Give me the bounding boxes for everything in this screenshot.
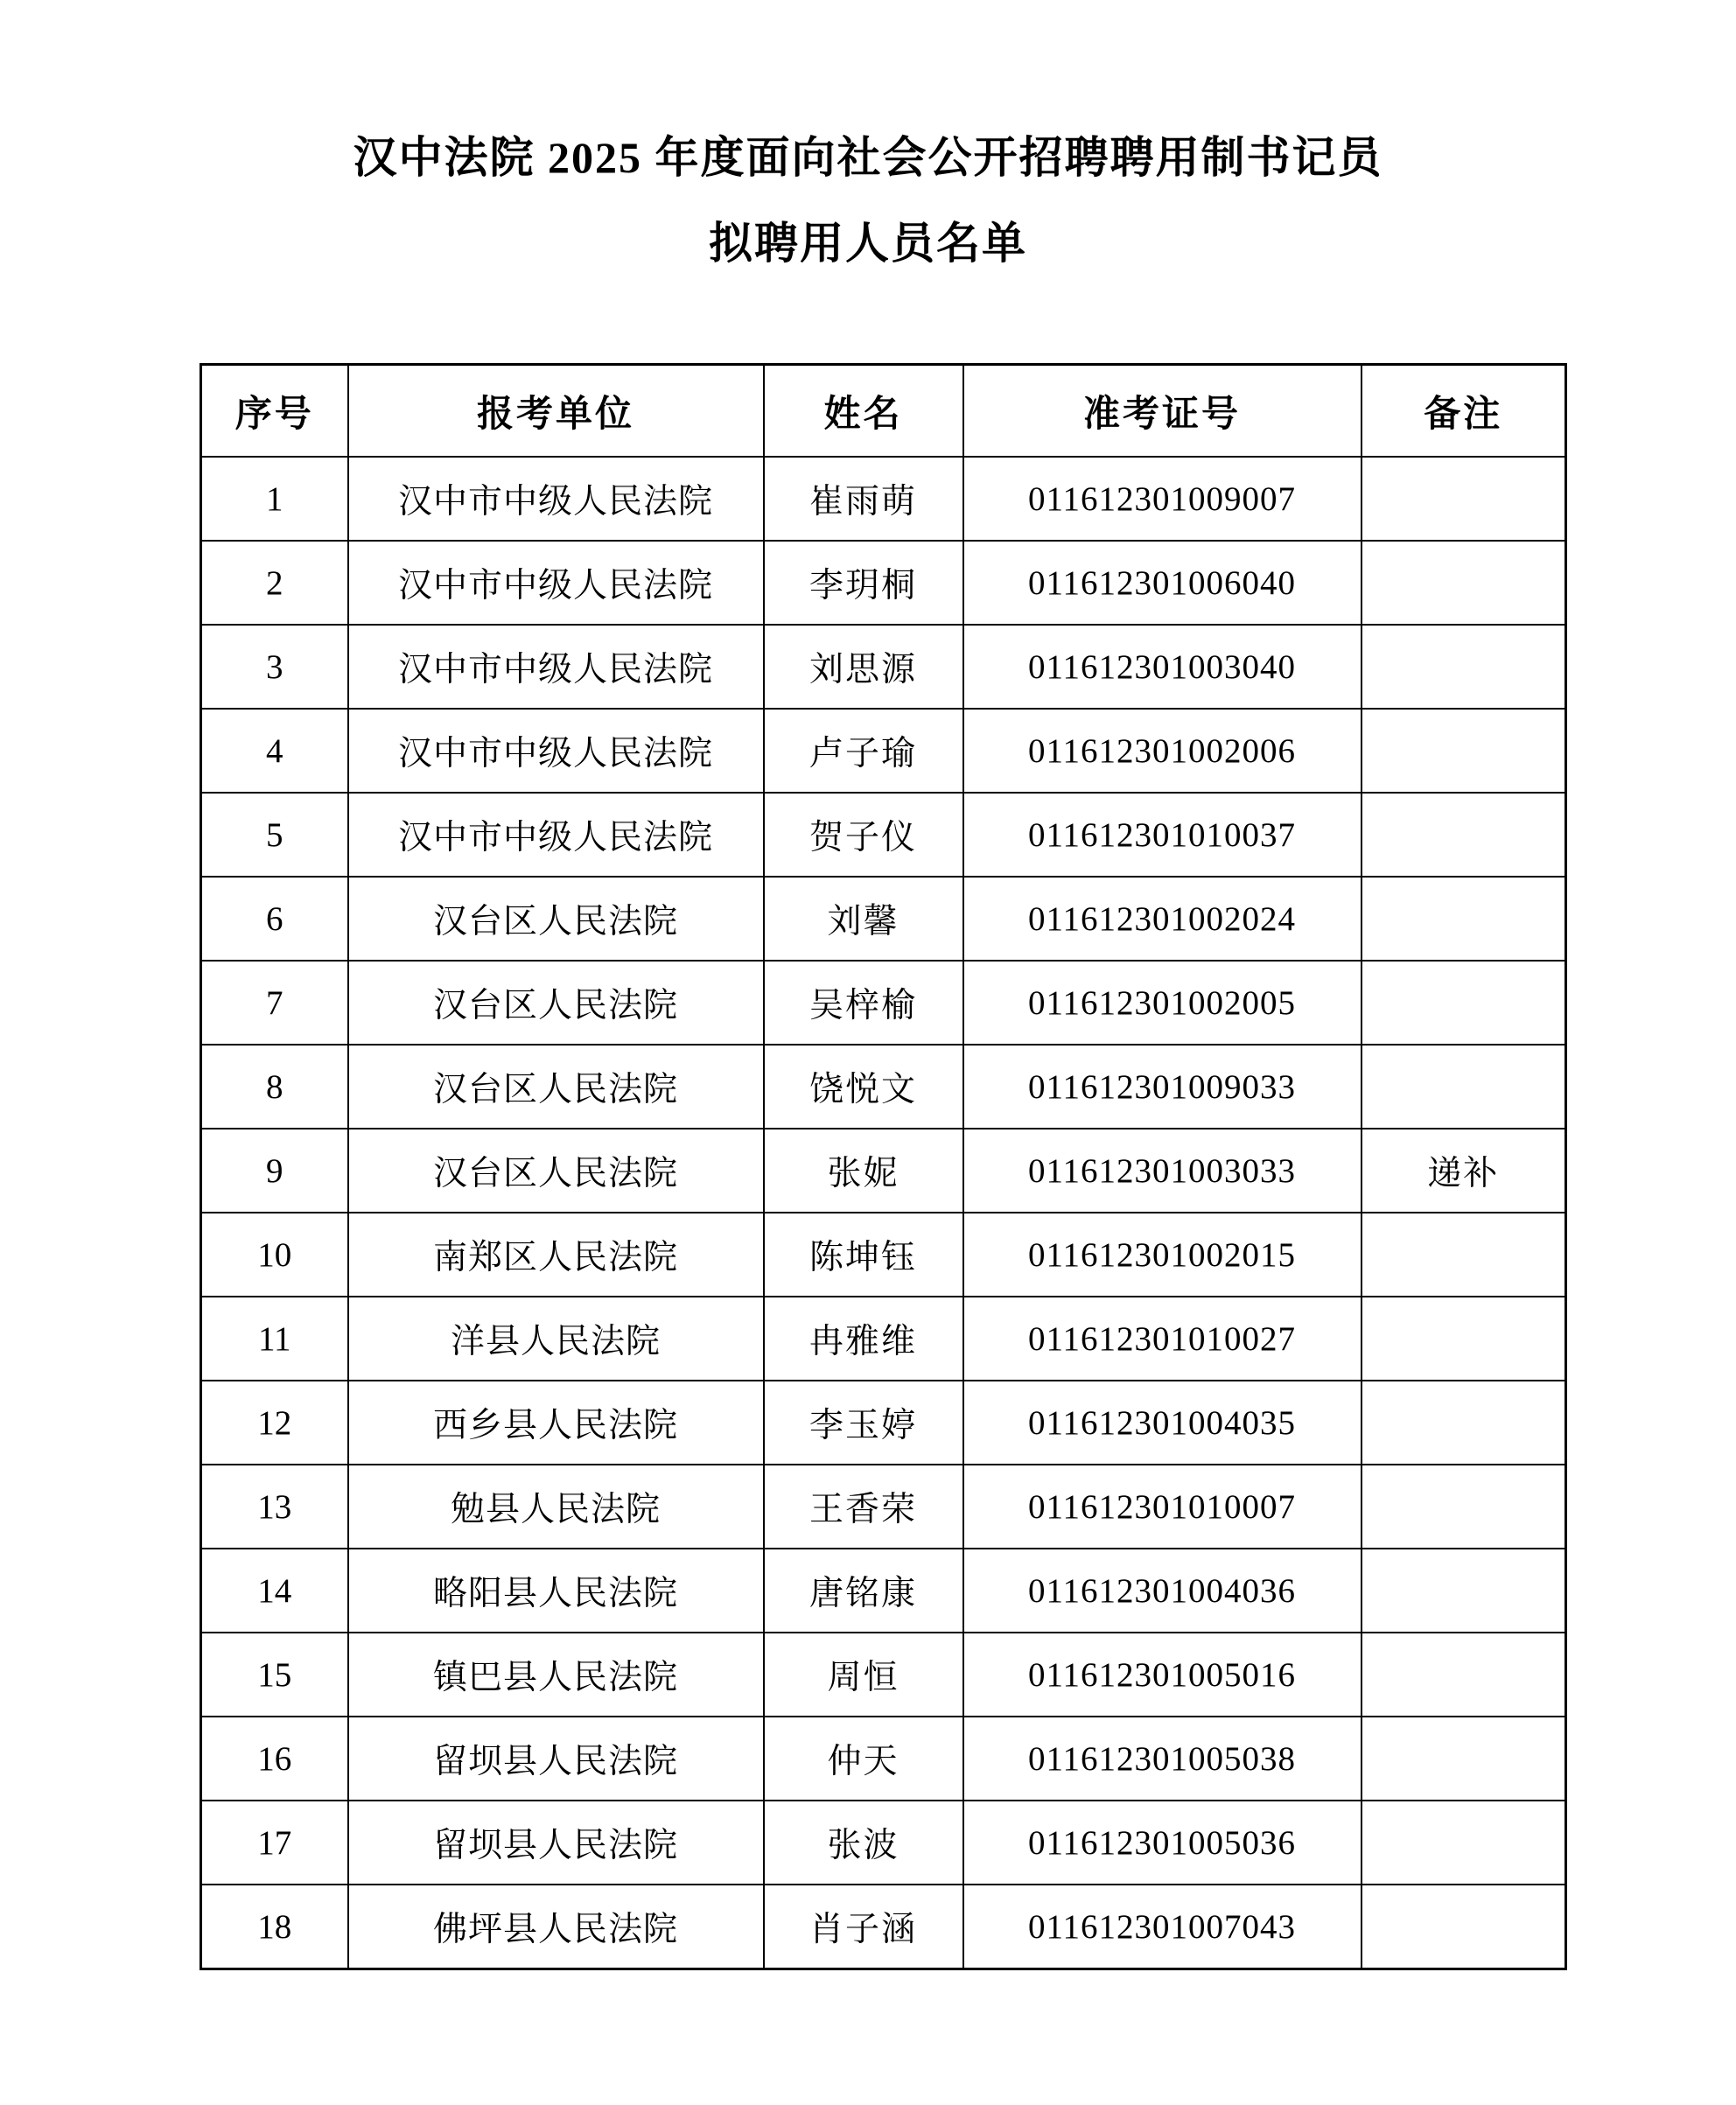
header-cell-remark: 备注 [1362, 365, 1566, 458]
cell-name: 李玉婷 [764, 1381, 963, 1465]
cell-ticket: 011612301005016 [963, 1633, 1362, 1717]
cell-remark [1362, 1801, 1566, 1885]
cell-name: 李玥桐 [764, 541, 963, 625]
cell-remark [1362, 1297, 1566, 1381]
cell-ticket: 011612301010037 [963, 793, 1362, 877]
cell-name: 卢子瑜 [764, 709, 963, 793]
header-row [201, 365, 1566, 458]
cell-name: 张波 [764, 1801, 963, 1885]
cell-no: 8 [201, 1045, 348, 1129]
cell-ticket: 011612301006040 [963, 541, 1362, 625]
roster-table [200, 363, 1567, 1970]
cell-unit: 佛坪县人民法院 [348, 1885, 764, 1969]
cell-remark [1362, 625, 1566, 709]
cell-unit: 勉县人民法院 [348, 1465, 764, 1549]
cell-no: 4 [201, 709, 348, 793]
cell-name: 陈坤钰 [764, 1213, 963, 1297]
cell-ticket: 011612301002015 [963, 1213, 1362, 1297]
cell-ticket: 011612301002005 [963, 961, 1362, 1045]
cell-no: 14 [201, 1549, 348, 1633]
cell-ticket: 011612301003033 [963, 1129, 1362, 1213]
cell-ticket: 011612301003040 [963, 625, 1362, 709]
cell-remark: 递补 [1362, 1129, 1566, 1213]
cell-name: 仲天 [764, 1717, 963, 1801]
cell-name: 饶悦文 [764, 1045, 963, 1129]
cell-no: 6 [201, 877, 348, 961]
roster-table-body [201, 457, 1566, 1969]
cell-name: 周恒 [764, 1633, 963, 1717]
cell-no: 10 [201, 1213, 348, 1297]
cell-unit: 汉台区人民法院 [348, 877, 764, 961]
table-row [201, 709, 1566, 793]
cell-no: 17 [201, 1801, 348, 1885]
cell-name: 刘馨 [764, 877, 963, 961]
table-row [201, 1129, 1566, 1213]
header-cell-ticket: 准考证号 [963, 365, 1362, 458]
table-row [201, 1297, 1566, 1381]
cell-unit: 汉台区人民法院 [348, 1045, 764, 1129]
cell-ticket: 011612301009007 [963, 457, 1362, 541]
cell-remark [1362, 709, 1566, 793]
cell-name: 崔雨萌 [764, 457, 963, 541]
table-row [201, 877, 1566, 961]
cell-ticket: 011612301004036 [963, 1549, 1362, 1633]
cell-unit: 汉中市中级人民法院 [348, 625, 764, 709]
cell-no: 13 [201, 1465, 348, 1549]
cell-unit: 汉中市中级人民法院 [348, 457, 764, 541]
cell-remark [1362, 457, 1566, 541]
cell-ticket: 011612301010007 [963, 1465, 1362, 1549]
cell-remark [1362, 877, 1566, 961]
cell-ticket: 011612301010027 [963, 1297, 1362, 1381]
table-row [201, 1885, 1566, 1969]
cell-remark [1362, 1045, 1566, 1129]
cell-unit: 南郑区人民法院 [348, 1213, 764, 1297]
cell-name: 吴梓榆 [764, 961, 963, 1045]
cell-ticket: 011612301002024 [963, 877, 1362, 961]
cell-unit: 汉中市中级人民法院 [348, 541, 764, 625]
cell-name: 张妮 [764, 1129, 963, 1213]
cell-unit: 汉中市中级人民法院 [348, 709, 764, 793]
cell-unit: 汉台区人民法院 [348, 961, 764, 1045]
table-row [201, 1381, 1566, 1465]
cell-unit: 留坝县人民法院 [348, 1801, 764, 1885]
document-title-line2: 拟聘用人员名单 [709, 219, 1027, 268]
table-row [201, 457, 1566, 541]
cell-no: 3 [201, 625, 348, 709]
table-row [201, 793, 1566, 877]
cell-name: 唐铭康 [764, 1549, 963, 1633]
cell-unit: 西乡县人民法院 [348, 1381, 764, 1465]
table-row [201, 1213, 1566, 1297]
cell-no: 1 [201, 457, 348, 541]
cell-remark [1362, 541, 1566, 625]
cell-remark [1362, 961, 1566, 1045]
table-row [201, 1549, 1566, 1633]
cell-no: 5 [201, 793, 348, 877]
cell-ticket: 011612301007043 [963, 1885, 1362, 1969]
cell-no: 18 [201, 1885, 348, 1969]
cell-no: 9 [201, 1129, 348, 1213]
table-row [201, 1633, 1566, 1717]
header-cell-unit: 报考单位 [348, 365, 764, 458]
cell-name: 刘思源 [764, 625, 963, 709]
table-row [201, 1801, 1566, 1885]
cell-no: 12 [201, 1381, 348, 1465]
cell-name: 贺子仪 [764, 793, 963, 877]
cell-unit: 汉台区人民法院 [348, 1129, 764, 1213]
table-row [201, 1465, 1566, 1549]
cell-unit: 洋县人民法院 [348, 1297, 764, 1381]
cell-unit: 略阳县人民法院 [348, 1549, 764, 1633]
roster-table-header [201, 365, 1566, 458]
cell-no: 16 [201, 1717, 348, 1801]
table-row [201, 1045, 1566, 1129]
table-row [201, 625, 1566, 709]
document-title-line1: 汉中法院 2025 年度面向社会公开招聘聘用制书记员 [353, 133, 1383, 182]
cell-ticket: 011612301002006 [963, 709, 1362, 793]
cell-unit: 汉中市中级人民法院 [348, 793, 764, 877]
cell-remark [1362, 793, 1566, 877]
cell-no: 2 [201, 541, 348, 625]
table-row [201, 541, 1566, 625]
cell-name: 王香荣 [764, 1465, 963, 1549]
cell-remark [1362, 1213, 1566, 1297]
cell-remark [1362, 1885, 1566, 1969]
cell-ticket: 011612301005036 [963, 1801, 1362, 1885]
cell-name: 肖子涵 [764, 1885, 963, 1969]
cell-ticket: 011612301009033 [963, 1045, 1362, 1129]
cell-ticket: 011612301004035 [963, 1381, 1362, 1465]
table-row [201, 1717, 1566, 1801]
cell-remark [1362, 1717, 1566, 1801]
cell-remark [1362, 1633, 1566, 1717]
cell-remark [1362, 1465, 1566, 1549]
cell-no: 11 [201, 1297, 348, 1381]
cell-unit: 留坝县人民法院 [348, 1717, 764, 1801]
cell-no: 7 [201, 961, 348, 1045]
cell-unit: 镇巴县人民法院 [348, 1633, 764, 1717]
header-cell-name: 姓名 [764, 365, 963, 458]
cell-name: 冉雅维 [764, 1297, 963, 1381]
cell-remark [1362, 1549, 1566, 1633]
header-cell-no: 序号 [201, 365, 348, 458]
table-row [201, 961, 1566, 1045]
cell-remark [1362, 1381, 1566, 1465]
cell-no: 15 [201, 1633, 348, 1717]
cell-ticket: 011612301005038 [963, 1717, 1362, 1801]
